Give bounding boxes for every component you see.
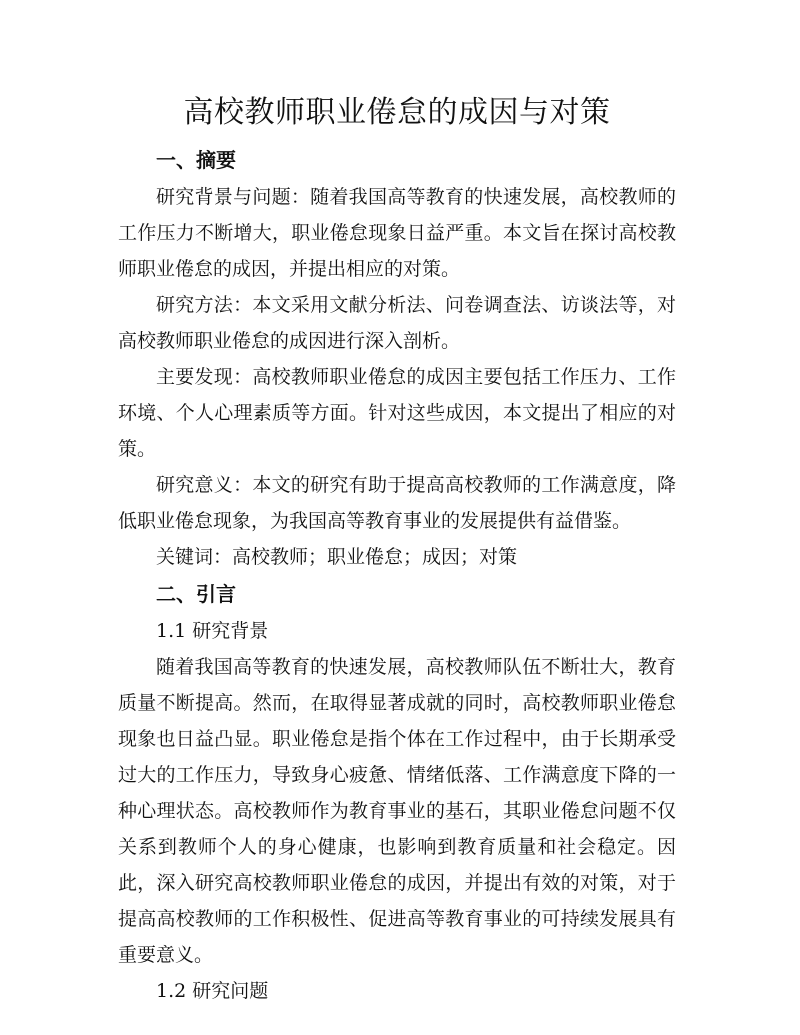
section-heading-abstract: 一、摘要 (156, 148, 236, 172)
abstract-background-paragraph: 研究背景与问题：随着我国高等教育的快速发展，高校教师的工作压力不断增大，职业倦怠现象日益严重。本文旨在探讨高校教师职业倦怠的成因，并提出相应的对策。 (118, 186, 676, 280)
background-paragraph: 随着我国高等教育的快速发展，高校教师队伍不断壮大，教育质量不断提高。然而，在取得显著成就的同时，高校教师职业倦怠现象也日益凸显。职业倦怠是指个体在工作过程中，由于长期承受过大的工作压力，导致身心疲惫、情绪低落、工作满意度下降的一种心理状态。高校教师作为教育事业的基石，其职业倦怠问题不仅关系到教师个人的身心健康，也影响到教育质量和社会稳定。因此，深入研究高校教师职业倦怠的成因，并提出有效的对策，对于提高高校教师的工作积极性、促进高等教育事业的可持续发展具有重要意义。 (118, 656, 676, 966)
abstract-significance-paragraph: 研究意义：本文的研究有助于提高高校教师的工作满意度，降低职业倦怠现象，为我国高等教育事业的发展提供有益借鉴。 (118, 474, 676, 532)
keywords-line: 关键词：高校教师；职业倦怠；成因；对策 (156, 546, 518, 568)
section-heading-introduction: 二、引言 (156, 582, 236, 606)
document-title: 高校教师职业倦怠的成因与对策 (183, 95, 611, 130)
subsection-heading-research-question: 1.2 研究问题 (156, 980, 269, 1002)
abstract-methods-paragraph: 研究方法：本文采用文献分析法、问卷调查法、访谈法等，对高校教师职业倦怠的成因进行深入剖析。 (118, 294, 676, 352)
subsection-heading-background: 1.1 研究背景 (156, 620, 269, 642)
abstract-findings-paragraph: 主要发现：高校教师职业倦怠的成因主要包括工作压力、工作环境、个人心理素质等方面。针对这些成因，本文提出了相应的对策。 (118, 366, 676, 460)
